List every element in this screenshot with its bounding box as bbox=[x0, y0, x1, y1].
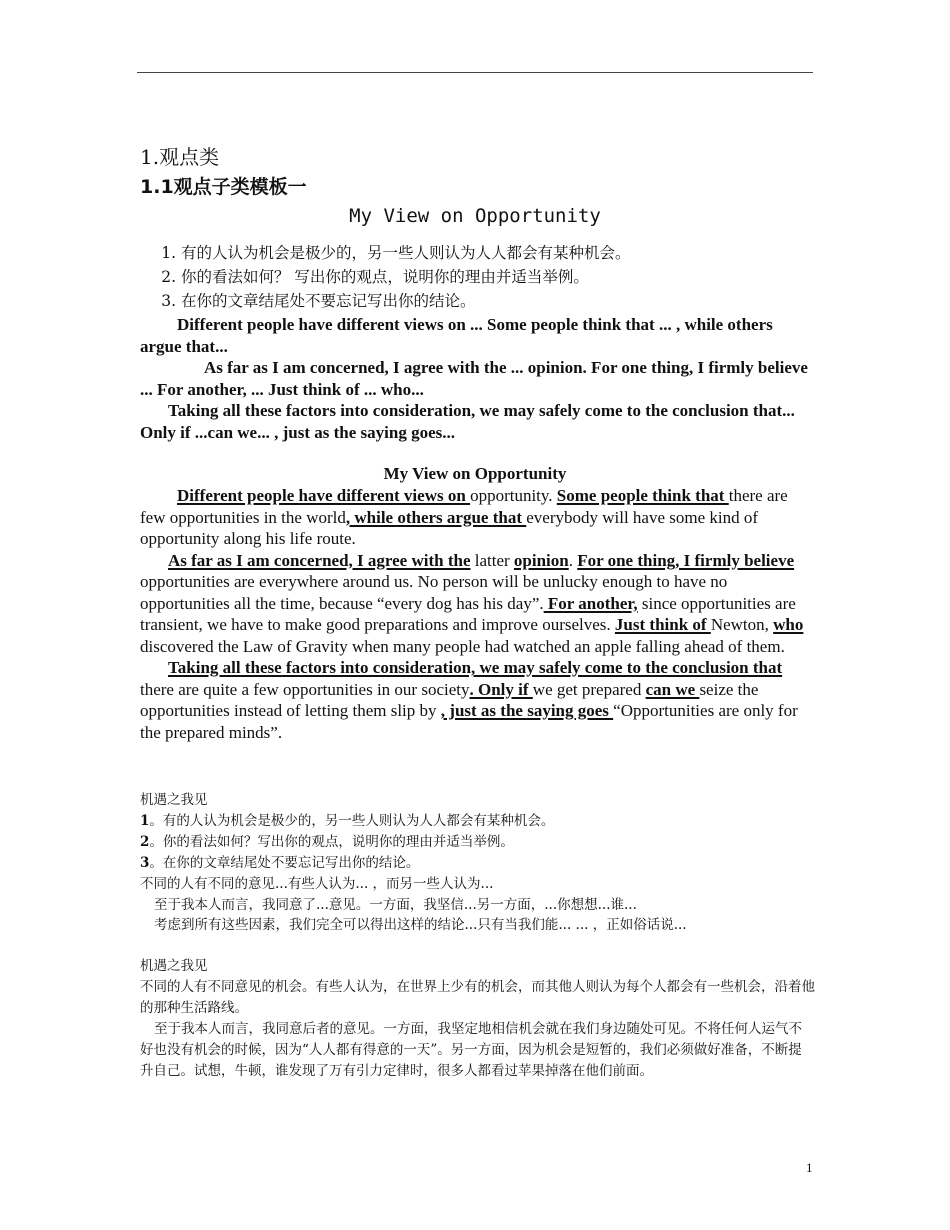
essay-paragraph bbox=[140, 485, 812, 550]
essay-text: Newton, bbox=[710, 615, 774, 634]
header-rule bbox=[137, 72, 813, 73]
item-number: 3 bbox=[140, 854, 150, 871]
requirement-item: 3. 在你的文章结尾处不要忘记写出你的结论。 bbox=[181, 289, 631, 313]
chinese-essay-paragraph: 至于我本人而言，我同意后者的意见。一方面，我坚定地相信机会就在我们身边随处可见。不将任何人运气不好也没有机会的时候，因为“人人都有得意的一天”。另一方面，因为机会是短暂的，我们必须做好准备，不断提升自己。试想，牛顿，谁发现了万有引力定律时，很多人都看过苹果掉落在他们前面。 bbox=[140, 1020, 802, 1079]
template-paragraph: Taking all these factors into consideration, we may safely come to the conclusion that... Only if ...can we... , just as the saying goes... bbox=[140, 401, 795, 442]
item-text: 。有的人认为机会是极少的，另一些人则认为人人都会有某种机会。 bbox=[149, 812, 555, 829]
essay-text: we get prepared bbox=[532, 679, 646, 699]
essay-text: there are quite a few opportunities in our society bbox=[140, 679, 470, 699]
chinese-requirement bbox=[140, 853, 815, 874]
section-heading: 1.观点类 bbox=[140, 145, 220, 169]
page-number: 1 bbox=[806, 1160, 813, 1175]
template-keyword: Different people have different views on bbox=[177, 486, 471, 505]
chinese-template-line: 考虑到所有这些因素，我们完全可以得出这样的结论...只有当我们能... ... ，正如俗话说... bbox=[154, 917, 687, 934]
chinese-template-line: 至于我本人而言，我同意了...意见。一方面，我坚信...另一方面，...你想想...谁... bbox=[154, 896, 637, 913]
topic-title: My View on Opportunity bbox=[349, 205, 601, 227]
requirement-item: 1. 有的人认为机会是极少的，另一些人则认为人人都会有某种机会。 bbox=[181, 241, 631, 265]
item-number: 1 bbox=[140, 812, 150, 829]
template-paragraph: Different people have different views on ... Some people think that ... , while others argue that... bbox=[140, 315, 773, 356]
essay-text: latter bbox=[470, 550, 514, 570]
model-essay bbox=[140, 485, 812, 743]
template-keyword: opinion bbox=[513, 550, 569, 570]
template-keyword: can we bbox=[645, 679, 700, 699]
template-keyword: . Only if bbox=[469, 679, 533, 699]
chinese-essay-title: 机遇之我见 bbox=[140, 958, 208, 974]
essay-title: My View on Opportunity bbox=[383, 464, 567, 483]
essay-text: since opportunities are transient, we have to make good preparations and improve ourselves. bbox=[140, 593, 796, 634]
template-keyword: Some people think that bbox=[556, 486, 729, 505]
template-keyword: , while others argue that bbox=[345, 507, 527, 527]
chinese-template-line: 不同的人有不同的意见...有些人认为... ，而另一些人认为... bbox=[140, 875, 494, 892]
template-keyword: Taking all these factors into consideration, we may safely come to the conclusion that bbox=[168, 658, 783, 677]
item-number: 2 bbox=[140, 833, 150, 850]
essay-text: discovered the Law of Gravity when many people had watched an apple falling ahead of them. bbox=[140, 636, 785, 656]
template-keyword: For another, bbox=[543, 593, 638, 613]
template-keyword: As far as I am concerned, I agree with the bbox=[168, 550, 471, 570]
chinese-template-title: 机遇之我见 bbox=[140, 792, 208, 808]
chinese-essay-paragraph: 不同的人有不同意见的机会。有些人认为，在世界上少有的机会，而其他人则认为每个人都会有一些机会，沿着他的那种生活路线。 bbox=[140, 978, 815, 1016]
essay-text: everybody will have some kind of opportunity along his life route. bbox=[140, 507, 759, 548]
chinese-template bbox=[140, 790, 815, 936]
essay-paragraph bbox=[140, 657, 812, 743]
essay-text: “Opportunities are only for the prepared minds”. bbox=[140, 701, 798, 742]
essay-paragraph bbox=[140, 550, 812, 658]
chinese-requirement bbox=[140, 811, 815, 832]
essay-text: there are few opportunities in the world bbox=[140, 486, 788, 527]
template-paragraph: As far as I am concerned, I agree with the ... opinion. For one thing, I firmly believe ... For another, ... Just think of ... who... bbox=[140, 358, 808, 399]
template-keyword: who bbox=[773, 615, 804, 634]
item-text: 。在你的文章结尾处不要忘记写出你的结论。 bbox=[149, 854, 420, 871]
requirements-list bbox=[158, 241, 631, 313]
requirement-item: 2. 你的看法如何？ 写出你的观点，说明你的理由并适当举例。 bbox=[181, 265, 631, 289]
chinese-requirement bbox=[140, 832, 815, 853]
essay-text: opportunities are everywhere around us. No person will be unlucky enough to have no opportunities all the time, because “every dog has his day”. bbox=[140, 572, 728, 613]
essay-text: . bbox=[568, 550, 578, 570]
template-keyword: For one thing, I firmly believe bbox=[577, 550, 795, 570]
subsection-heading: 1.1观点子类模板一 bbox=[140, 176, 307, 198]
essay-text: opportunity. bbox=[470, 486, 557, 505]
essay-text: seize the opportunities instead of letting them slip by bbox=[140, 679, 759, 720]
template-keyword: , just as the saying goes bbox=[440, 701, 614, 720]
english-template bbox=[140, 314, 812, 443]
item-text: 。你的看法如何？写出你的观点，说明你的理由并适当举例。 bbox=[149, 833, 514, 850]
template-keyword: Just think of bbox=[614, 615, 711, 634]
chinese-essay bbox=[140, 956, 815, 1081]
